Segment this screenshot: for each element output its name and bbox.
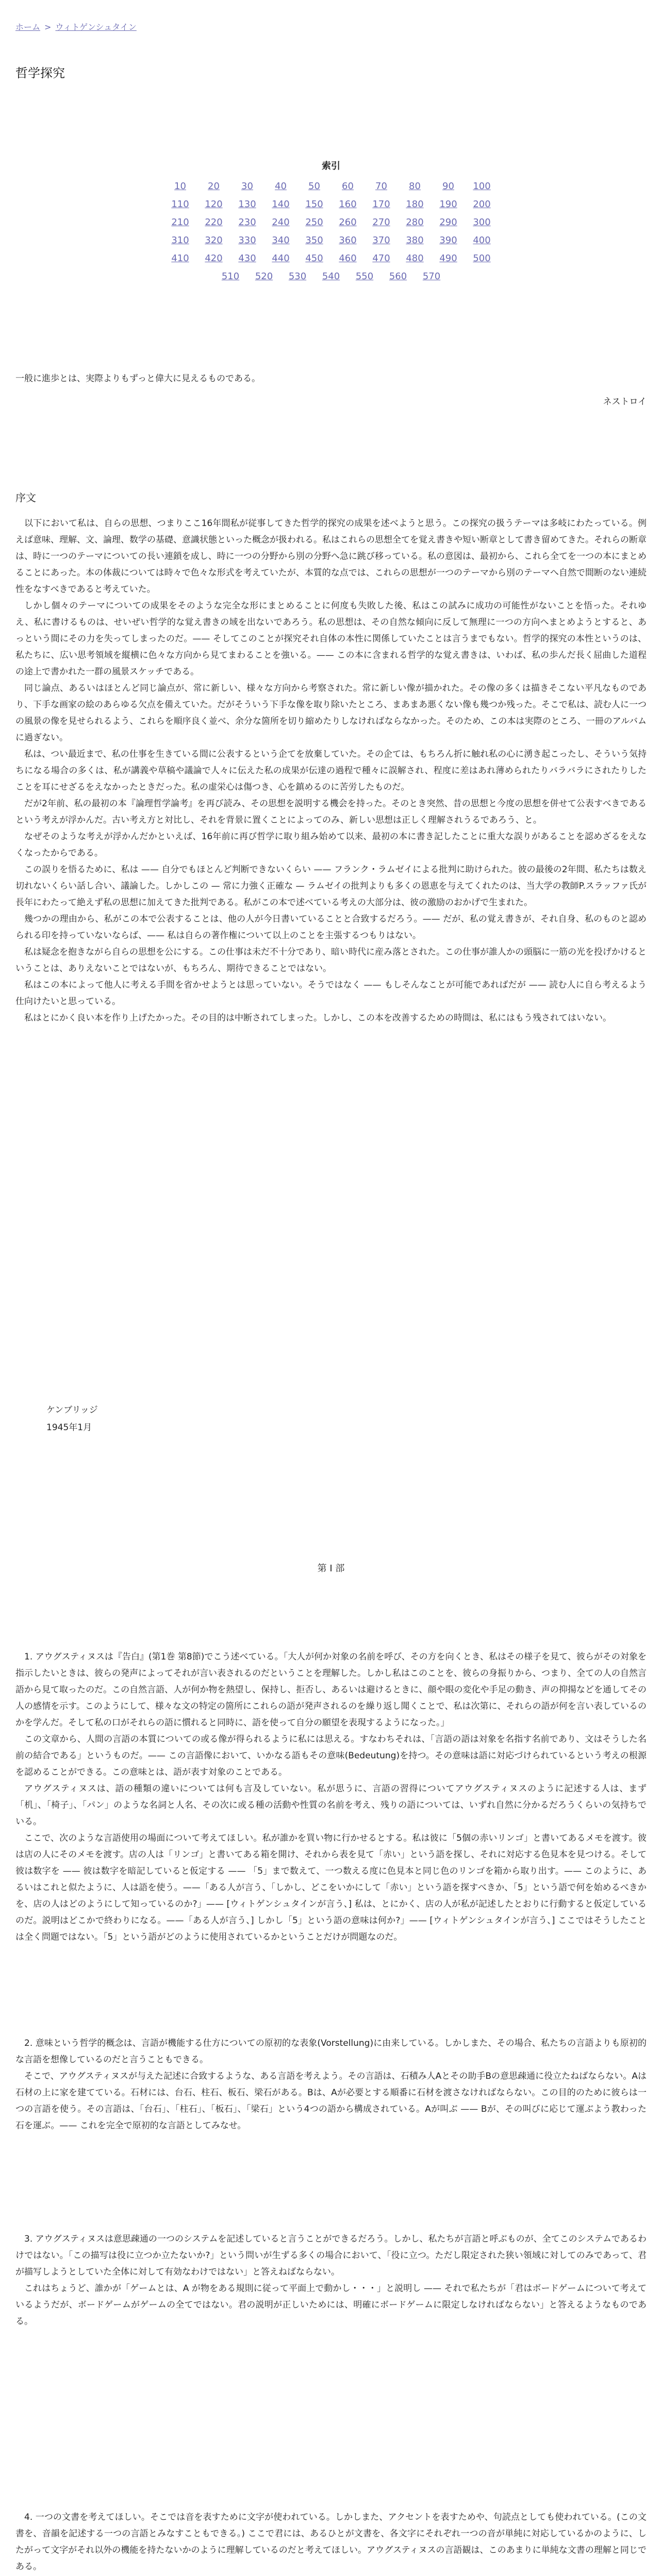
index-link[interactable]: 90 — [442, 181, 454, 192]
index-link[interactable]: 100 — [473, 181, 491, 192]
breadcrumb — [15, 21, 137, 32]
section-text: 意味という哲学的概念は、言語が機能する仕方についての原初的な表象(Vorstellung)に由来している。しかしまた、その場合、私たちの言語よりも原初的な言語を想像しているのだと言うこともできる。 — [15, 2038, 647, 2065]
section-paragraph — [15, 1731, 647, 1781]
index-link[interactable]: 210 — [171, 217, 189, 228]
section-paragraph — [15, 2280, 647, 2330]
index-link[interactable]: 240 — [272, 217, 290, 228]
preface-paragraph: 私はとにかく良い本を作り上げたかった。その目的は中断されてしまった。しかし、この本を改善するための時間は、私にはもう残されてはいない。 — [24, 1013, 611, 1023]
breadcrumb-parent-link[interactable]: ウィトゲンシュタイン — [55, 22, 137, 32]
index-link[interactable]: 340 — [272, 235, 290, 246]
section-number: 4. — [24, 2512, 33, 2522]
epigraph — [15, 371, 647, 407]
preface-body — [15, 515, 647, 1026]
index-row — [0, 177, 662, 195]
index-link[interactable]: 10 — [174, 181, 186, 192]
section — [15, 2231, 647, 2330]
preface-paragraph: しかし個々のテーマについての成果をそのような完全な形にまとめることに何度も失敗した後、私はこの試みに成功の可能性がないことを悟った。それゆえ、私に書けるものは、せいぜい哲学的な覚え書きの域を出ないであろう。私の思想は、その自然な傾向に反して無理に一つの方向へまとめようとすると、あっという間にその力を失ってしまったのだ。—— そしてこのことが探究それ自体の本性に関係していたことは言うまでもない。哲学的探究の本性というのは、私たちに、広い思考領域を縦横に色々な方向から見てまわることを強いる。—— この本に含まれる哲学的な覚え書きは、いわば、私の歩んだ長く屈曲した道程の途上で書かれた一群の風景スケッチである。 — [15, 601, 647, 677]
index-link[interactable]: 130 — [238, 199, 256, 210]
index-link[interactable]: 320 — [205, 235, 223, 246]
preface-signature — [46, 1401, 98, 1436]
section-text: アウグスティヌスは意思疎通の一つのシステムを記述していると言うことができるだろう。しかし、私たちが言語と呼ぶものが、全てこのシステムであるわけではない。「この描写は役に立つか立たないか?」という問いが生ずる多くの場合において、「役に立つ。ただし限定された狭い領域に対してのみであって、君が描写しようとしていた全体に対して有効なわけではない」と答えねばならない。 — [15, 2234, 647, 2277]
index-link[interactable]: 460 — [339, 253, 357, 264]
index-link[interactable]: 140 — [272, 199, 290, 210]
part-heading: 第 I 部 — [317, 1563, 345, 1574]
index-link[interactable]: 300 — [473, 217, 491, 228]
preface-paragraph: この誤りを悟るために、私は —— 自分でもほとんど判断できないくらい —— フランク・ラムゼイによる批判に助けられた。彼の最後の2年間、私たちは数え切れないくらい話し合い、議論した。しかしこの — 常に力強く正確な — ラムゼイの批判よりも多くの恩恵を与えてくれたのは、当大学の教師P.スラッファ氏が長年にわたって絶えず私の思想に加えてきた批判である。私がこの本で述べている考えの大部分は、彼の激励のおかげで生まれた。 — [15, 865, 647, 908]
index-link[interactable]: 330 — [238, 235, 256, 246]
preface-paragraph: だが2年前、私の最初の本『論理哲学論考』を再び読み、その思想を説明する機会を持った。そのとき突然、昔の思想と今度の思想を併せて公表すべきであるという考えが浮かんだ。古い考え方と対比し、それを背景に置くことによってのみ、新しい思想は正しく理解されうるであろう、と。 — [15, 799, 647, 825]
index-link[interactable]: 60 — [342, 181, 354, 192]
index-row — [0, 213, 662, 231]
index-link[interactable]: 220 — [205, 217, 223, 228]
section-paragraph — [15, 2231, 647, 2280]
section-number: 3. — [24, 2234, 33, 2244]
section-text: これはちょうど、誰かが「ゲームとは、A が物をある規則に従って平面上で動かし・・・」と説明し —— それで私たちが「君はボードゲームについて考えているようだが、ボードゲームがゲームの全てではない。君の説明が正しいためには、明確にボードゲームに限定しなければならない」と答えるようなものである。 — [15, 2283, 647, 2327]
section-text: ここで、次のような言語使用の場面について考えてほしい。私が誰かを買い物に行かせるとする。私は彼に「5個の赤いリンゴ」と書いてあるメモを渡す。彼は店の人にそのメモを渡す。店の人は「リンゴ」と書いてある箱を開け、それから表を見て「赤い」という語を探し、それに対応する色見本を見つける。そして彼は数字を —— 彼は数字を暗記していると仮定する —— 「5」まで数えて、一つ数える度に色見本と同じ色のリンゴを箱から取り出す。—— このように、あるいはこれと似たように、人は語を使う。——「ある人が言う、「しかし、どこをいかにして「赤い」という語を探すべきか、「5」という語で何を始めるべきかを、店の人はどのようにして知っているのか?」—— [ウィトゲンシュタインが言う、] 私は、とにかく、店の人が私が記述したとおりに行動すると仮定しているのだ。説明はどこかで終わりになる。——「ある人が言う、] しかし「5」という語の意味は何か?」—— [ウィトゲンシュタインが言う、] ここではそうしたことは全く問題ではない。「5」という語がどのように使用されているかということだけが問題なのだ。 — [15, 1833, 647, 1942]
index-link[interactable]: 20 — [208, 181, 220, 192]
index-link[interactable]: 410 — [171, 253, 189, 264]
section-number: 2. — [24, 2038, 33, 2048]
index-row — [0, 249, 662, 267]
index-link[interactable]: 360 — [339, 235, 357, 246]
index-link[interactable]: 470 — [372, 253, 390, 264]
section — [15, 2509, 647, 2575]
index-link[interactable]: 120 — [205, 199, 223, 210]
index-link[interactable]: 290 — [439, 217, 457, 228]
breadcrumb-home-link[interactable]: ホーム — [15, 22, 41, 32]
section-paragraph — [15, 2509, 647, 2575]
section-paragraph — [15, 2068, 647, 2134]
index-link[interactable]: 260 — [339, 217, 357, 228]
index-link[interactable]: 520 — [255, 271, 273, 282]
section — [15, 2035, 647, 2134]
epigraph-quote: 一般に進歩とは、実際よりもずっと偉大に見えるものである。 — [15, 374, 260, 384]
preface-heading: 序文 — [15, 492, 36, 504]
section-paragraph — [15, 1649, 647, 1731]
section-paragraph — [15, 1781, 647, 1830]
index-link[interactable]: 400 — [473, 235, 491, 246]
index-link[interactable]: 190 — [439, 199, 457, 210]
index-row — [0, 231, 662, 249]
preface-place: ケンブリッジ — [46, 1405, 98, 1415]
index-link[interactable]: 30 — [241, 181, 253, 192]
index-link[interactable]: 370 — [372, 235, 390, 246]
index-link[interactable]: 550 — [355, 271, 374, 282]
preface-paragraph: なぜそのような考えが浮かんだかといえば、16年前に再び哲学に取り組み始めて以来、最初の本に書き記したことに重大な誤りがあることを認めざるをえなくなったからである。 — [15, 832, 647, 858]
index-row — [0, 195, 662, 213]
index-link[interactable]: 530 — [288, 271, 307, 282]
index-link[interactable]: 350 — [305, 235, 323, 246]
index-link[interactable]: 250 — [305, 217, 323, 228]
index-link[interactable]: 160 — [339, 199, 357, 210]
index-link[interactable]: 480 — [406, 253, 424, 264]
index-link[interactable]: 150 — [305, 199, 323, 210]
preface-date: 1945年1月 — [46, 1422, 92, 1433]
index-link[interactable]: 500 — [473, 253, 491, 264]
index-link[interactable]: 390 — [439, 235, 457, 246]
index-link[interactable]: 230 — [238, 217, 256, 228]
preface-paragraph: 以下において私は、自らの思想、つまりここ16年間私が従事してきた哲学的探究の成果を述べようと思う。この探究の扱うテーマは多岐にわたっている。例えば意味、理解、文、論理、数学の基礎、意識状態といった概念が扱われる。私はこれらの思想全てを覚え書きや短い断章として書き留めてきた。それらの断章は、時に一つのテーマについての長い連鎖を成し、時に一つの分野から別の分野へ急に跳び移っている。私の意図は、最初から、これら全てを一つの本にまとめることにあった。本の体裁については時々で色々な形式を考えていたが、本質的な点では、これらの思想が一つのテーマから別のテーマへ自然で間断のない連続性をなすべきであると考えていた。 — [15, 518, 647, 595]
index-link[interactable]: 310 — [171, 235, 189, 246]
index-link[interactable]: 540 — [322, 271, 340, 282]
index-link[interactable]: 110 — [171, 199, 189, 210]
index-link[interactable]: 40 — [275, 181, 287, 192]
section-text: そこで、アウグスティヌスが与えた記述に合致するような、ある言語を考えよう。その言語は、石積み人Aとその助手Bの意思疎通に役立たねばならない。Aは石材の上に家を建てている。石材には、台石、柱石、板石、梁石がある。Bは、Aが必要とする順番に石材を渡さなければならない。この目的のために彼らは一つの言語を使う。その言語は、「台石」、「柱石」、「板石」、「梁石」という4つの語から構成されている。Aが叫ぶ —— Bが、その叫びに応じて運ぶよう教わった石を運ぶ。—— これを完全で原初的な言語としてみなせ。 — [15, 2071, 647, 2131]
index-link[interactable]: 270 — [372, 217, 390, 228]
index-link[interactable]: 570 — [422, 271, 441, 282]
index-link[interactable]: 440 — [272, 253, 290, 264]
index-link[interactable]: 180 — [406, 199, 424, 210]
index-link[interactable]: 420 — [205, 253, 223, 264]
index-link[interactable]: 450 — [305, 253, 323, 264]
index-link[interactable]: 280 — [406, 217, 424, 228]
section-text: アウグスティヌスは『告白』(第1巻 第8節)でこう述べている。「大人が何か対象の名前を呼び、その方を向くとき、私はその様子を見て、彼らがその対象を指示したいときは、彼らの発声によってそれが言い表されるのだということを理解した。しかし私はこのことを、彼らの身振りから、つまり、全ての人の自然言語から見て取ったのだ。この自然言語、人が何か物を熱望し、保持し、拒否し、あるいは避けるときに、顔や眼の変化や手足の動き、声の抑揚などを通してその人の感情を示す。このようにして、様々な文の特定の箇所にこれらの語が発声されるのを繰り返し聞くことで、私は次第に、それらの語が何を言い表しているのかを学んだ。そして私の口がそれらの語に慣れると同時に、語を使って自分の願望を表現するようになった。」 — [15, 1652, 647, 1728]
epigraph-source: ネストロイ — [603, 397, 647, 407]
index-link[interactable]: 170 — [372, 199, 390, 210]
preface-paragraph: 私はこの本によって他人に考える手間を省かせようとは思っていない。そうではなく —— もしそんなことが可能であればだが —— 読む人に自ら考えるよう仕向けたいと思っている。 — [15, 980, 647, 1007]
index-link[interactable]: 510 — [221, 271, 240, 282]
index-link[interactable]: 70 — [375, 181, 387, 192]
index-heading: 索引 — [322, 161, 340, 172]
section — [15, 1649, 647, 1945]
section-number: 1. — [24, 1652, 33, 1662]
page-title: 哲学探究 — [15, 66, 65, 80]
section-paragraph — [15, 2035, 647, 2068]
section-text: 一つの文書を考えてほしい。そこでは音を表すために文字が使われている。しかしまた、アクセントを表すためや、句読点としても使われている。(この文書を、音韻を記述する一つの言語とみなすこともできる。) ここで君には、あるひとが文書を、各文字にそれぞれ一つの音が単純に対応しているかのように、したがって文字がそれ以外の機能を持たないかのように理解しているのだと考えてほしい。アウグスティヌスの言語観は、このあまりに単純な文書の理解と同じである。 — [15, 2512, 647, 2572]
index-link[interactable]: 200 — [473, 199, 491, 210]
breadcrumb-separator: > — [44, 22, 52, 32]
index-link[interactable]: 80 — [409, 181, 421, 192]
section-text: この文章から、人間の言語の本質についての或る像が得られるように私には思える。すなわちそれは、「言語の語は対象を名指す名前であり、文はそうした名前の結合である」というものだ。—— この言語像において、いかなる語もその意味(Bedeutung)を持つ。その意味は語に対応づけられているという考えの根源を認めることができる。この意味とは、語が表す対象のことである。 — [15, 1734, 647, 1777]
section-text: アウグスティヌスは、語の種類の違いについては何も言及していない。私が思うに、言語の習得についてアウグスティヌスのように記述する人は、まず「机」、「椅子」、「パン」のような名詞と人名、その次に或る種の活動や性質の名前を考え、残りの語については、いずれ自然に分かるだろうくらいの気持ちでいる。 — [15, 1784, 647, 1827]
preface-paragraph: 同じ論点、あるいはほとんど同じ論点が、常に新しい、様々な方向から考察された。常に新しい像が描かれた。その像の多くは描きそこない平凡なものであり、下手な画家の絵のあらゆる欠点を備えていた。だがそういう下手な像を取り除いたところ、まあまあ悪くない像も幾つか残った。そこで私は、読む人に一つの風景の像を見せられるよう、これらを順序良く並べ、余分な箇所を切り縮めたりしなければならなかった。そのため、この本は実際のところ、一冊のアルバムに過ぎない。 — [15, 683, 647, 743]
index-link[interactable]: 380 — [406, 235, 424, 246]
index-link[interactable]: 50 — [308, 181, 320, 192]
preface-paragraph: 私は、つい最近まで、私の仕事を生きている間に公表するという企てを放棄していた。その企ては、もちろん折に触れ私の心に湧き起こったし、そういう気持ちになる場合の多くは、私が講義や草稿や議論で人々に伝えた私の成果が伝達の過程で種々に誤解され、程度に差はあれ薄められたりバラバラにされたりしたことを耳にせざるをえなかったときだった。私の虚栄心は傷つき、心を鎮めるのに苦労したものだ。 — [15, 749, 647, 792]
section-paragraph — [15, 1830, 647, 1945]
preface-paragraph: 私は疑念を抱きながら自らの思想を公にする。この仕事は未だ不十分であり、暗い時代に産み落とされた。この仕事が誰人かの頭脳に一筋の光を投げかけるということは、ありえないことではないが、もちろん、期待できることではない。 — [15, 947, 647, 974]
index-link[interactable]: 490 — [439, 253, 457, 264]
index-link[interactable]: 430 — [238, 253, 256, 264]
index-link[interactable]: 560 — [389, 271, 407, 282]
index-row — [0, 267, 662, 285]
index-nav — [0, 159, 662, 285]
preface-paragraph: 幾つかの理由から、私がこの本で公表することは、他の人が今日書いていることと合致するだろう。—— だが、私の覚え書きが、それ自身、私のものと認められる印を持っていないならば、—— 私は自らの著作権について以上のことを主張するつもりはない。 — [15, 914, 647, 941]
